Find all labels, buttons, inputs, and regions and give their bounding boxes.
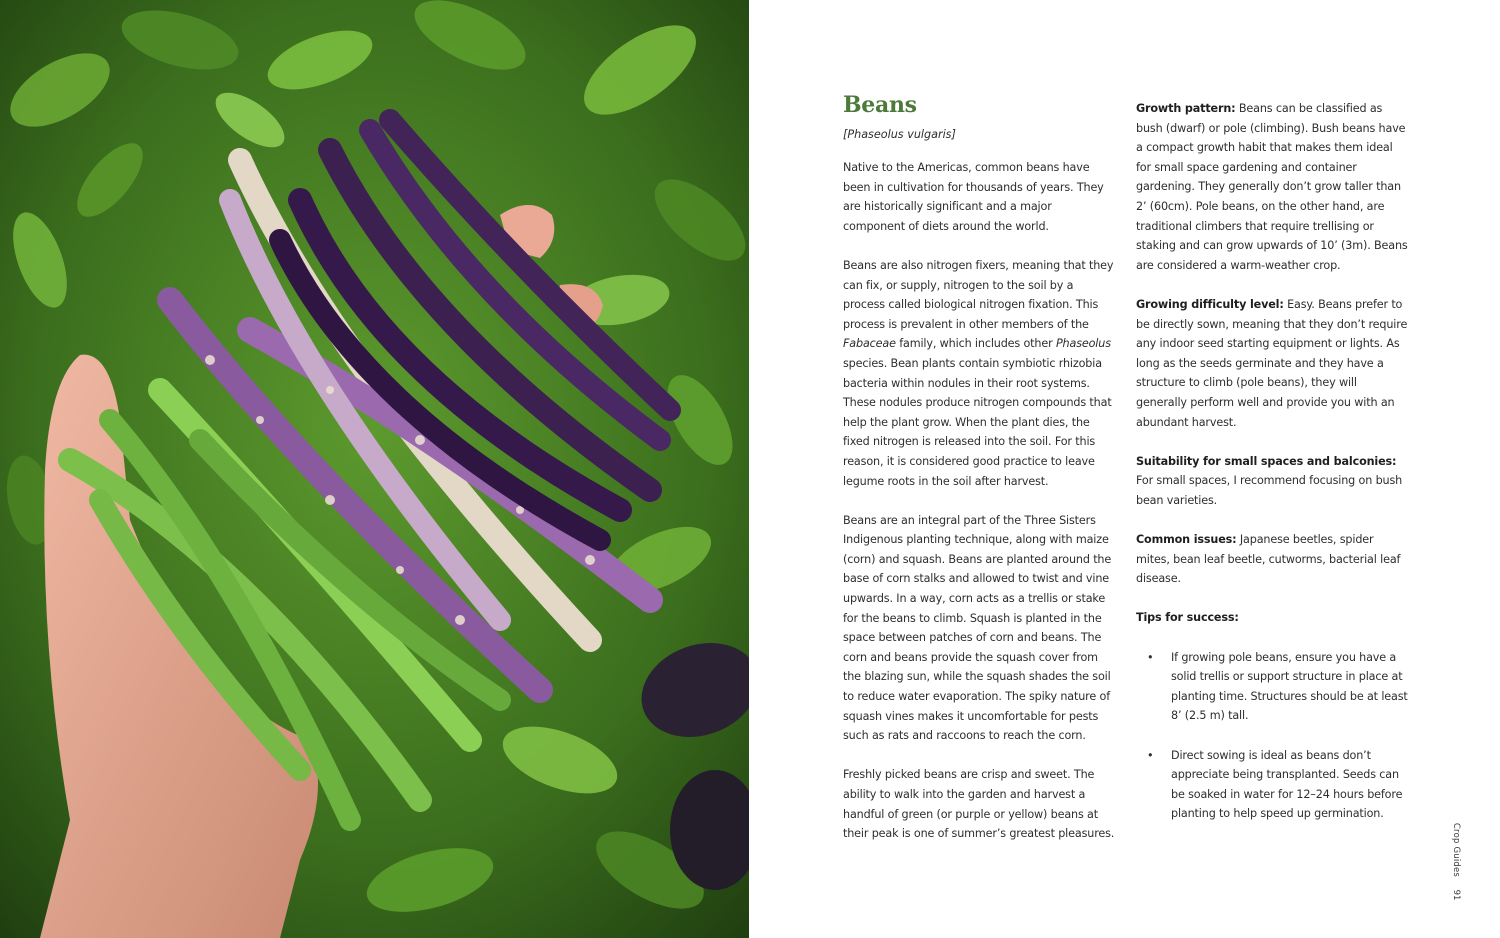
nitrogen-paragraph xyxy=(843,256,1115,491)
tip-item xyxy=(1136,746,1410,824)
page-number: 91 xyxy=(1451,889,1461,901)
right-text-column xyxy=(1136,99,1410,824)
text-page xyxy=(749,0,1500,938)
bullet-icon: • xyxy=(1147,748,1154,762)
growth-pattern-text: Beans can be classified as bush (dwarf) or pole (climbing). Bush beans have a compact growth habit that makes them ideal for small space gardening and container gardening. They generally don’t grow taller than 2’ (60cm). Pole beans, on the other hand, are traditional climbers that require trellising or staking and can grow upwards of 10’ (3m). Beans are considered a warm-weather crop. xyxy=(1136,102,1408,272)
tip-text: If growing pole beans, ensure you have a solid trellis or support structure in place at planting time. Structures should be at least 8’ (2.5 m) tall. xyxy=(1171,650,1408,723)
genus-name: Phaseolus xyxy=(1055,337,1111,351)
bean-harvest-illustration xyxy=(0,0,749,938)
nitrogen-text-3: species. Bean plants contain symbiotic rhizobia bacteria within nodules in their root systems. These nodules produce nitrogen compounds that help the plant grow. When the plant dies, the fixed nitrogen is released into the soil. For this reason, it is considered good practice to leave legume roots in the soil after harvest. xyxy=(843,356,1112,488)
tip-item xyxy=(1136,648,1410,726)
growth-pattern-label: Growth pattern: xyxy=(1136,102,1236,115)
section-label: Crop Guides xyxy=(1451,822,1461,878)
latin-name: [Phaseolus vulgaris] xyxy=(843,128,956,141)
article-title: Beans xyxy=(843,92,917,118)
nitrogen-text-1: Beans are also nitrogen fixers, meaning that they can fix, or supply, nitrogen to the soil by a process called biological nitrogen fixation. This process is prevalent in other members of the xyxy=(843,258,1114,331)
intro-paragraph: Native to the Americas, common beans have been in cultivation for thousands of years. They are historically significant and a major component of diets around the world. xyxy=(843,161,1104,233)
common-issues-text: Japanese beetles, spider mites, bean leaf beetle, cutworms, bacterial leaf disease. xyxy=(1136,533,1401,586)
small-spaces-heading: Suitability for small spaces and balconies: xyxy=(1136,454,1397,468)
common-issues-label: Common issues: xyxy=(1136,533,1237,547)
left-text-column xyxy=(843,158,1115,844)
three-sisters-paragraph: Beans are an integral part of the Three Sisters Indigenous planting technique, along with maize (corn) and squash. Beans are planted around the base of corn stalks and allowed to twist and vine upwards. In a way, corn acts as a trellis or stake for the beans to climb. Squash is planted in the space between patches of corn and beans. The corn and beans provide the squash cover from the blazing sun, while the squash shades the soil to reduce water evaporation. The spiky nature of squash vines makes it uncomfortable for pests such as rats and raccoons to reach the corn. xyxy=(843,513,1112,743)
bean-harvest-photo xyxy=(0,0,749,938)
tips-heading: Tips for success: xyxy=(1136,611,1239,625)
small-spaces-text: For small spaces, I recommend focusing on bush bean varieties. xyxy=(1136,474,1403,507)
nitrogen-text-2: family, which includes other xyxy=(895,337,1056,351)
difficulty-text: Easy. Beans prefer to be directly sown, meaning that they don’t require any indoor seed starting equipment or lights. As long as the seeds germinate and they have a structure to climb (pole beans), they will generally perform well and provide you with an abundant harvest. xyxy=(1136,297,1408,429)
difficulty-paragraph xyxy=(1136,295,1410,432)
page-footer-sidebar xyxy=(1446,819,1466,909)
tip-text: Direct sowing is ideal as beans don’t appreciate being transplanted. Seeds can be soaked in water for 12–24 hours before planting to help speed up germination. xyxy=(1171,748,1403,821)
family-name: Fabaceae xyxy=(843,337,896,351)
growth-pattern-paragraph xyxy=(1136,99,1410,275)
fresh-paragraph: Freshly picked beans are crisp and sweet. The ability to walk into the garden and harvest a handful of green (or purple or yellow) beans at their peak is one of summer’s greatest pleasures. xyxy=(843,768,1115,841)
tips-list xyxy=(1136,648,1410,824)
bullet-icon: • xyxy=(1147,650,1154,664)
difficulty-label: Growing difficulty level: xyxy=(1136,297,1284,311)
common-issues-paragraph xyxy=(1136,530,1410,589)
